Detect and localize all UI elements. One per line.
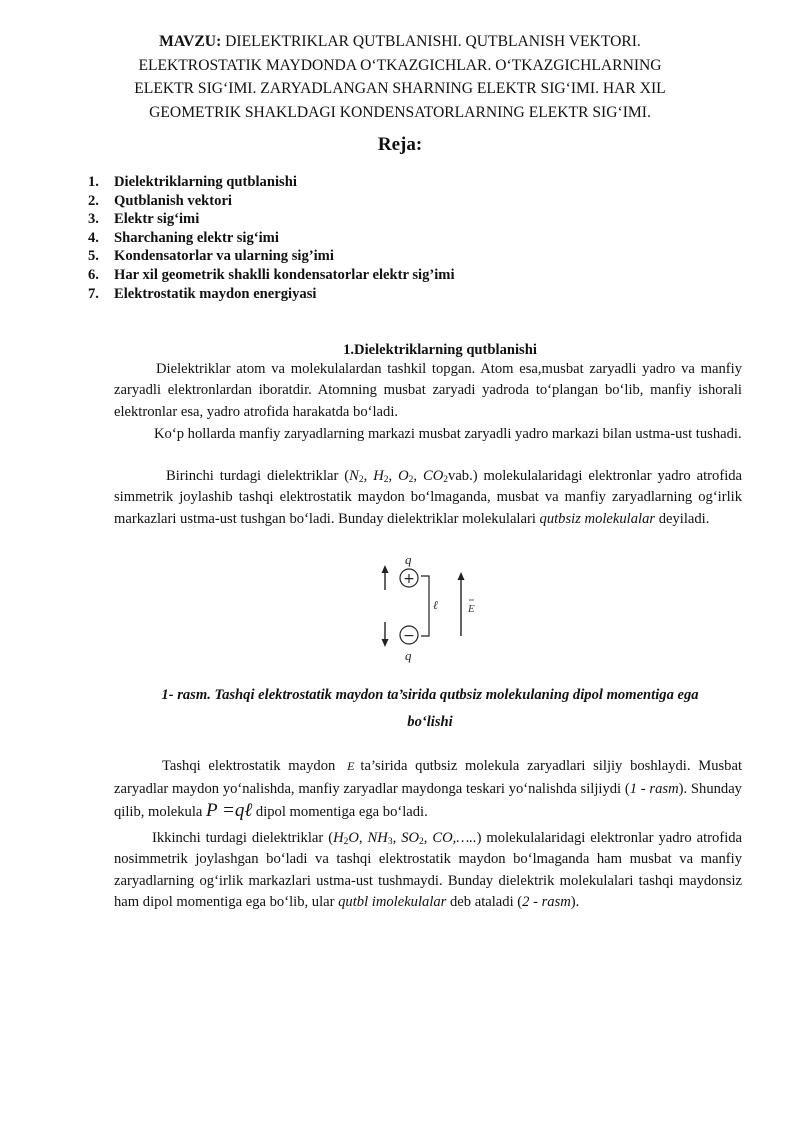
text-run: deyiladi. xyxy=(655,510,710,527)
plan-list xyxy=(88,173,455,303)
charge-label-bottom: q xyxy=(405,648,412,663)
plan-item xyxy=(88,192,455,211)
text-run: ). Shunday qilib, molekula xyxy=(114,780,742,820)
subscript: 2 xyxy=(419,837,424,847)
text-run: vab.) molekulalaridagi elektronlar yadro atrofida simmetrik joylashib tashqi elektrostatik maydon bo‘lmaganda, musbat va manfiy zaryadlarning og‘irlik markazlari ustma-ust tushgan bo‘ladi. Bunday dielektriklar molekulalari xyxy=(114,468,743,527)
plan-item-text: Sharchaning elektr sig‘imi xyxy=(114,229,279,246)
formula-h2o-tail: O xyxy=(348,830,359,846)
paragraph-polar xyxy=(114,828,742,913)
formula-h2o: H xyxy=(333,830,344,846)
arrow-head-down xyxy=(382,639,389,647)
text-run: Tashqi elektrostatik maydon xyxy=(162,758,344,774)
text-run: , xyxy=(358,830,368,846)
dipole-formula: P =qℓ xyxy=(206,800,253,821)
figure-reference: 2 - rasm xyxy=(522,893,571,910)
subscript: 3 xyxy=(387,837,393,847)
formula-so2: SO xyxy=(401,830,420,846)
paragraph-charge-centers: Ko‘p hollarda manfiy zaryadlarning markazi musbat zaryadli yadro markazi bilan ustma-ust tushadi. xyxy=(154,426,742,442)
text-run: Ikkinchi turdagi dielektriklar ( xyxy=(152,830,334,846)
plan-item xyxy=(88,229,455,248)
plan-item-text: Qutblanish vektori xyxy=(114,192,232,209)
formula-h2: H xyxy=(373,468,384,484)
plan-item-text: Har xil geometrik shaklli kondensatorlar elektr sig’imi xyxy=(114,266,455,283)
plan-item xyxy=(88,173,455,192)
paragraph-nonpolar xyxy=(114,466,742,530)
plan-item-number: 7. xyxy=(88,285,99,302)
text-run: deb ataladi ( xyxy=(446,893,523,910)
plan-item-number: 1. xyxy=(88,174,99,190)
paragraph-atoms: Dielektriklar atom va molekulalardan tashkil topgan. Atom esa,musbat zaryadli yadro va manfiy zaryadli elektronlardan iboratdir. Atomning musbat zaryadi yadroda to‘plangan bo‘lib, manfiy ishorali elektronlar esa, yadro atrofida harakatda bo‘ladi. xyxy=(114,361,742,420)
text-run: , xyxy=(423,830,433,846)
minus-sign: − xyxy=(403,628,415,644)
section-heading: 1.Dielektriklarning qutblanishi xyxy=(343,342,537,358)
title-topic-label: MAVZU: xyxy=(159,33,222,50)
text-run: ) molekulalaridagi elektronlar yadro atrofida nosimmetrik joylashgan bo‘ladi va tashqi elektrostatik maydon bo‘lmaganda ham musbat va manfiy zaryadlarning og‘irlik markazlari ustma-ust tushmaydi. Bunday dielektrik molekulalari tashqi maydonsiz ham dipol momentiga ega bo‘lib, ular xyxy=(114,830,743,910)
subscript: 2 xyxy=(408,475,414,485)
length-label: ℓ xyxy=(433,598,438,612)
text-run: ). xyxy=(570,893,580,910)
subscript: 2 xyxy=(343,837,349,847)
plan-item xyxy=(88,285,455,304)
figure-reference: 1 - rasm xyxy=(629,780,679,797)
paragraph-field-effect xyxy=(114,755,742,824)
plan-item-number: 2. xyxy=(88,192,99,209)
text-run: , xyxy=(363,468,374,484)
charge-label-top: q xyxy=(405,552,412,567)
term-nonpolar-molecules: qutbsiz molekulalar xyxy=(539,510,656,527)
text-run: , xyxy=(388,468,399,484)
plan-item-number: 5. xyxy=(88,248,99,265)
plan-item-text: Elektr sig‘imi xyxy=(114,211,200,228)
document-title xyxy=(110,30,690,124)
text-run: Birinchi turdagi dielektriklar ( xyxy=(166,468,350,484)
figure-caption: 1- rasm. Tashqi elektrostatik maydon ta’sirida qutbsiz molekulaning dipol momentiga ega xyxy=(161,687,699,703)
formula-nh3: NH xyxy=(367,830,388,846)
figure-caption-continued: bo‘lishi xyxy=(407,714,453,730)
plan-item-text: Kondensatorlar va ularning sig’imi xyxy=(114,248,334,265)
formula-n2: N xyxy=(349,468,359,484)
formula-co: CO,….. xyxy=(432,830,477,846)
title-text: DIELEKTRIKLAR QUTBLANISHI. QUTBLANISH VEKTORI. ELEKTROSTATIK MAYDONDA O‘TKAZGICHLAR. O‘TKAZGICHLARNING ELEKTR SIG‘IMI. ZARYADLANGAN SHARNING ELEKTR SIG‘IMI. HAR XIL GEOMETRIK SHAKLDAGI KONDENSATORLARNING ELEKTR SIG‘IMI. xyxy=(134,33,666,121)
formula-co2: CO xyxy=(423,468,444,484)
plan-item-number: 4. xyxy=(88,229,99,246)
plan-item xyxy=(88,210,455,229)
plan-item xyxy=(88,247,455,266)
text-run: ta’sirida qutbsiz molekula zaryadlari siljiy boshlaydi. Musbat zaryadlar maydon yo‘nalishda, manfiy zaryadlar maydonga teskari yo‘nalishda siljiydi ( xyxy=(114,758,742,797)
plan-item-text: Dielektriklarning qutblanishi xyxy=(114,174,297,190)
plan-item xyxy=(88,266,455,285)
text-run: , xyxy=(413,468,423,484)
subscript: 2 xyxy=(443,475,449,485)
plan-item-number: 6. xyxy=(88,266,99,283)
term-polar-molecules: qutbl imolekulalar xyxy=(338,893,447,910)
field-label: E xyxy=(468,603,475,615)
field-arrow-head xyxy=(458,572,465,580)
text-run: dipol momentiga ega bo‘ladi. xyxy=(252,804,428,820)
plan-item-number: 3. xyxy=(88,211,99,228)
subscript: 2 xyxy=(358,475,364,485)
text-run: , xyxy=(392,830,402,846)
plan-heading: Reja: xyxy=(377,134,423,155)
plan-item-text: Elektrostatik maydon energiyasi xyxy=(114,285,317,302)
length-bracket xyxy=(421,576,429,636)
formula-o2: O xyxy=(398,468,409,484)
arrow-head-up xyxy=(382,565,389,573)
dipole-figure xyxy=(366,550,496,668)
subscript: 2 xyxy=(383,475,389,485)
field-symbol: E xyxy=(347,759,355,773)
plus-sign: + xyxy=(403,571,415,587)
